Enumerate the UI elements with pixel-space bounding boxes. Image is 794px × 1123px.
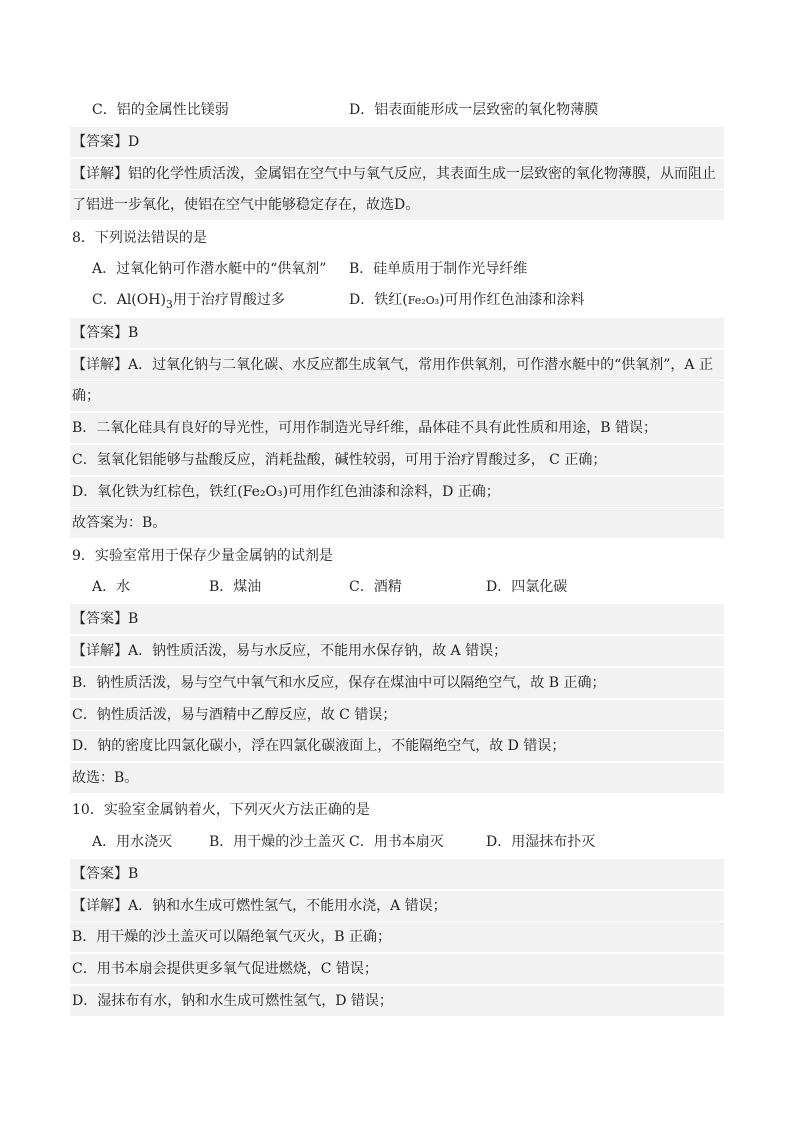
q9-detail-line-5: 故选：B。 (70, 763, 724, 793)
q8-detail-line-4: C．氢氧化铝能够与盐酸反应，消耗盐酸，碱性较弱，可用于治疗胃酸过多， C 正确； (70, 445, 724, 475)
q8-answer: 【答案】B (70, 318, 724, 348)
q8-option-d-formula: Fe₂O₃ (407, 294, 440, 307)
q8-detail-line-5: D．氧化铁为红棕色，铁红(Fe₂O₃)可用作红色油漆和涂料，D 正确； (70, 477, 724, 507)
q10-detail-line-3: C．用书本扇会提供更多氧气促进燃烧，C 错误； (70, 954, 724, 984)
q8-option-c-post: 用于治疗胃酸过多 (172, 292, 285, 308)
q8-option-d (349, 285, 585, 315)
q7-answer: 【答案】D (70, 127, 724, 157)
q9-detail-line-1: 【详解】A．钠性质活泼，易与水反应，不能用水保存钠，故 A 错误； (70, 636, 724, 666)
q9-option-b: B．煤油 (209, 579, 262, 595)
q8-detail-line-6: 故答案为：B。 (70, 508, 724, 538)
q10-detail-line-1: 【详解】A．钠和水生成可燃性氢气，不能用水浇，A 错误； (70, 891, 724, 921)
q7-option-c: C．铝的金属性比镁弱 (92, 102, 229, 118)
q9-detail-line-3: C．钠性质活泼，易与酒精中乙醇反应，故 C 错误； (70, 700, 724, 730)
q9-answer: 【答案】B (70, 604, 724, 634)
q9-detail-line-4: D．钠的密度比四氯化碳小，浮在四氯化碳液面上，不能隔绝空气，故 D 错误； (70, 731, 724, 761)
q10-answer: 【答案】B (70, 859, 724, 889)
q7-detail-line-1: 【详解】铝的化学性质活泼，金属铝在空气中与氧气反应，其表面生成一层致密的氧化物薄膜，从而阻止 (70, 159, 724, 189)
q10-detail-line-4: D．湿抹布有水，钠和水生成可燃性氢气，D 错误； (70, 986, 724, 1016)
q10-option-c: C．用书本扇灭 (349, 834, 444, 850)
q8-option-b: B．硅单质用于制作光导纤维 (349, 261, 528, 277)
q9-option-d: D．四氯化碳 (486, 579, 568, 595)
q8-option-d-pre: D．铁红( (349, 292, 408, 308)
q8-detail-line-2: 确； (70, 381, 724, 411)
q10-stem: 10．实验室金属钠着火，下列灭火方法正确的是 (72, 802, 370, 818)
q8-option-d-post: )可用作红色油漆和涂料 (439, 292, 585, 308)
q9-option-c: C．酒精 (349, 579, 402, 595)
q7-detail-line-2: 了铝进一步氧化，使铝在空气中能够稳定存在，故选D。 (70, 190, 724, 220)
q9-option-a: A．水 (92, 579, 131, 595)
q8-detail-line-3: B．二氧化硅具有良好的导光性，可用作制造光导纤维，晶体硅不具有此性质和用途，B 错误； (70, 413, 724, 443)
q8-stem: 8．下列说法错误的是 (72, 230, 207, 246)
q8-option-a: A．过氧化钠可作潜水艇中的“供氧剂” (92, 261, 327, 277)
q8-option-c (92, 285, 285, 315)
q8-option-c-subscript: 3 (165, 297, 173, 311)
q7-option-d: D．铝表面能形成一层致密的氧化物薄膜 (349, 102, 599, 118)
q8-option-c-pre: C．Al(OH) (92, 292, 166, 308)
q10-detail-line-2: B．用干燥的沙土盖灭可以隔绝氧气灭火，B 正确； (70, 922, 724, 952)
q9-detail-line-2: B．钠性质活泼，易与空气中氧气和水反应，保存在煤油中可以隔绝空气，故 B 正确； (70, 668, 724, 698)
q10-option-a: A．用水浇灭 (92, 834, 173, 850)
q8-detail-line-1: 【详解】A．过氧化钠与二氧化碳、水反应都生成氧气，常用作供氧剂，可作潜水艇中的“供氧剂”，A 正 (70, 350, 724, 380)
q9-stem: 9．实验室常用于保存少量金属钠的试剂是 (72, 548, 333, 564)
q10-option-b: B．用干燥的沙土盖灭 (209, 834, 346, 850)
q10-option-d: D．用湿抹布扑灭 (486, 834, 596, 850)
